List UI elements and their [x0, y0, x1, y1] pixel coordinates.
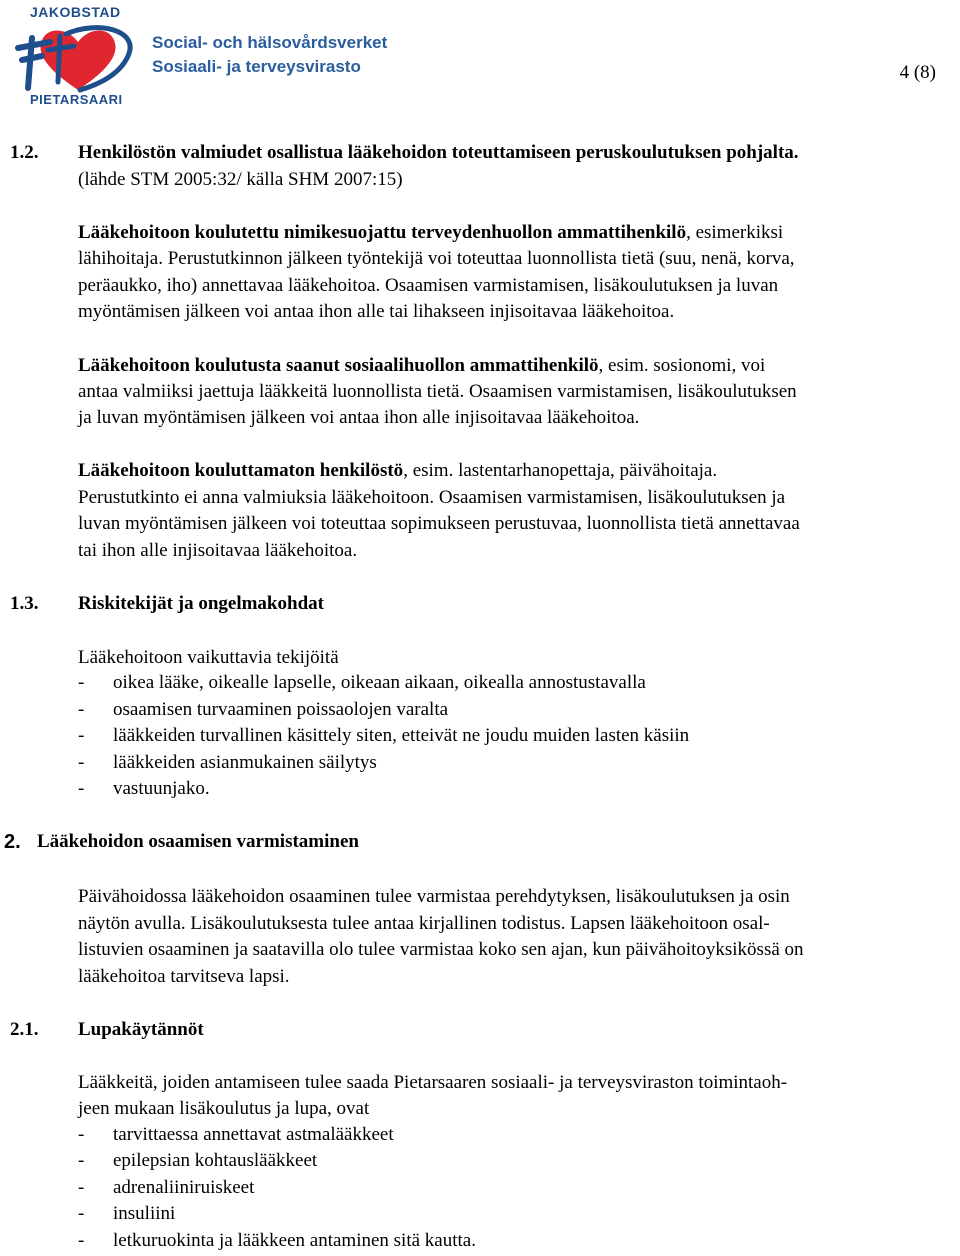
paragraph-line: peräaukko, iho) annettavaa lääkehoitoa. Osaamisen varmistamisen, lisäkoulutuksen ja luvan [78, 275, 779, 296]
paragraph-line: näytön avulla. Lisäkoulutuksesta tulee antaa kirjallinen todistus. Lapsen lääkehoitoon osal- [78, 913, 770, 934]
list-dash: - [78, 752, 85, 773]
section-title: Lupakäytännöt [78, 1019, 204, 1040]
list-dash: - [78, 1230, 85, 1251]
section-number: 2. [4, 831, 21, 853]
page-number: 4 (8) [899, 62, 936, 83]
paragraph-line: Lääkehoitoon koulutettu nimikesuojattu terveydenhuollon ammattihenkilö, esimerkiksi [78, 222, 784, 243]
paragraph-line: myöntämisen jälkeen voi antaa ihon alle tai lihakseen injisoitavaa lääkehoitoa. [78, 301, 675, 322]
list-item: osaamisen turvaaminen poissaolojen varalta [113, 699, 449, 720]
paragraph-line: Lääkkeitä, joiden antamiseen tulee saada Pietarsaaren sosiaali- ja terveysviraston toimintaoh- [78, 1072, 788, 1093]
section-title: Lääkehoidon osaamisen varmistaminen [37, 831, 359, 852]
list-dash: - [78, 1150, 85, 1171]
paragraph-line: antaa valmiiksi jaettuja lääkkeitä luonnollista tietä. Osaamisen varmistamisen, lisäkoulutuksen [78, 381, 797, 402]
list-dash: - [78, 672, 85, 693]
list-item: lääkkeiden asianmukainen säilytys [113, 752, 377, 773]
paragraph-line: luvan myöntämisen jälkeen voi toteuttaa sopimukseen perustuvaa, luonnollista tietä annettavaa [78, 513, 800, 534]
paragraph-line: lääkehoitoa tarvitseva lapsi. [78, 966, 290, 987]
list-intro: Lääkehoitoon vaikuttavia tekijöitä [78, 647, 339, 668]
list-item: oikea lääke, oikealle lapselle, oikeaan aikaan, oikealla annostustavalla [113, 672, 646, 693]
list-dash: - [78, 725, 85, 746]
heart-logo-icon [8, 20, 148, 95]
list-dash: - [78, 1124, 85, 1145]
paragraph-line: Päivähoidossa lääkehoidon osaaminen tulee varmistaa perehdytyksen, lisäkoulutuksen ja osin [78, 886, 790, 907]
section-title: Henkilöstön valmiudet osallistua lääkehoidon toteuttamiseen peruskoulutuksen pohjalta. [78, 142, 799, 163]
org-name-sv: Social- och hälsovårdsverket [152, 33, 388, 52]
list-dash: - [78, 1177, 85, 1198]
paragraph-line: lähihoitaja. Perustutkinnon jälkeen työntekijä voi toteuttaa luonnollista tietä (suu, nenä, korva, [78, 248, 795, 269]
paragraph-line: Perustutkinto ei anna valmiuksia lääkehoitoon. Osaamisen varmistamisen, lisäkoulutuksen ja [78, 487, 786, 508]
logo-city-fi: PIETARSAARI [30, 92, 123, 107]
list-dash: - [78, 778, 85, 799]
list-item: epilepsian kohtauslääkkeet [113, 1150, 318, 1171]
paragraph-line: Lääkehoitoon koulutusta saanut sosiaalihuollon ammattihenkilö, esim. sosionomi, voi [78, 355, 766, 376]
list-dash: - [78, 699, 85, 720]
list-item: lääkkeiden turvallinen käsittely siten, etteivät ne joudu muiden lasten käsiin [113, 725, 690, 746]
paragraph-line: Lääkehoitoon kouluttamaton henkilöstö, esim. lastentarhanopettaja, päivähoitaja. [78, 460, 718, 481]
org-name-fi: Sosiaali- ja terveysvirasto [152, 57, 361, 76]
section-title: Riskitekijät ja ongelmakohdat [78, 593, 324, 614]
list-item: vastuunjako. [113, 778, 210, 799]
list-item: letkuruokinta ja lääkkeen antaminen sitä kautta. [113, 1230, 476, 1251]
source-reference: (lähde STM 2005:32/ källa SHM 2007:15) [78, 169, 403, 190]
page-header [0, 0, 960, 115]
list-dash: - [78, 1203, 85, 1224]
section-number: 2.1. [10, 1019, 39, 1040]
logo-city-sv: JAKOBSTAD [30, 4, 121, 20]
paragraph-line: tai ihon alle injisoitavaa lääkehoitoa. [78, 540, 358, 561]
list-item: adrenaliiniruiskeet [113, 1177, 255, 1198]
list-item: insuliini [113, 1203, 176, 1224]
section-number: 1.2. [10, 142, 39, 163]
paragraph-line: ja luvan myöntämisen jälkeen voi antaa ihon alle injisoitavaa lääkehoitoa. [78, 407, 640, 428]
paragraph-line: jeen mukaan lisäkoulutus ja lupa, ovat [78, 1098, 370, 1119]
paragraph-line: listuvien osaaminen ja saatavilla olo tulee varmistaa koko sen ajan, kun päivähoitoyksikössä on [78, 939, 804, 960]
list-item: tarvittaessa annettavat astmalääkkeet [113, 1124, 394, 1145]
section-number: 1.3. [10, 593, 39, 614]
